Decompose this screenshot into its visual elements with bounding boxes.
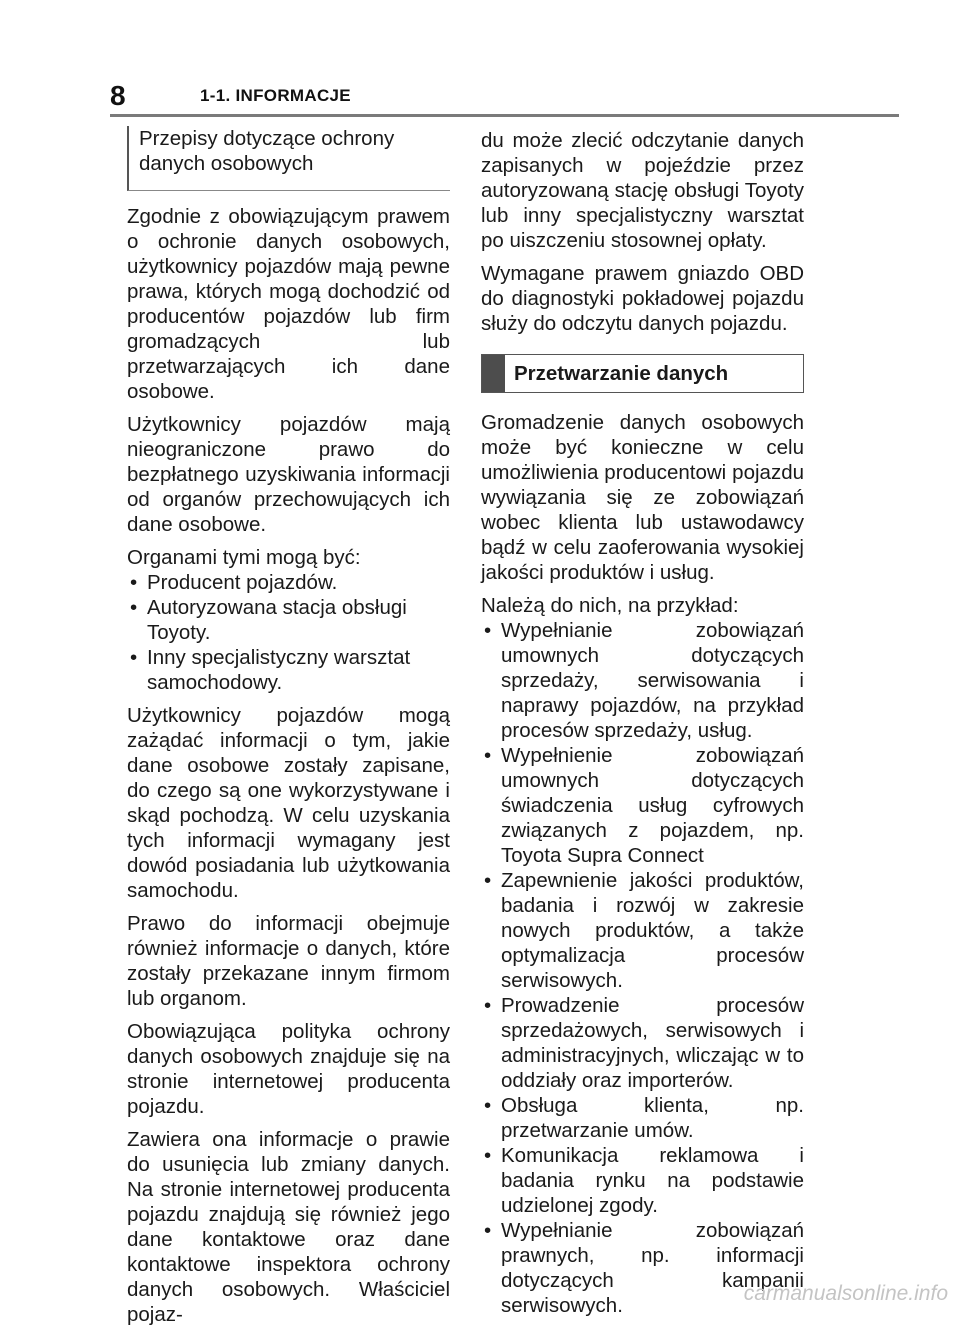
list-item: • Prowadzenie procesów sprzedażowych, serwisowych i administracyjnych, wliczając w to oddziały oraz importerów. [481,993,804,1093]
bullet-list [481,618,804,1318]
header-rule [110,114,899,117]
section-title-data-processing [481,354,804,393]
list-item: • Komunikacja reklamowa i badania rynku na podstawie udzielonej zgody. [481,1143,804,1218]
chapter-title: 1-1. INFORMACJE [200,86,351,105]
left-column [127,126,450,1335]
list-item: • Autoryzowana stacja obsługi Toyoty. [127,595,450,645]
paragraph: du może zlecić odczytanie danych zapisanych w pojeździe przez autoryzowaną stację obsługi Toyoty lub inny specjalistyczny warsztat po uiszczeniu stosownej opłaty. [481,129,804,252]
paragraph: Użytkownicy pojazdów mają nieograniczone prawo do bezpłatnego uzyskiwania informacji od organów przechowujących ich dane osobowe. [127,413,450,536]
list-item: • Wypełnianie zobowiązań umownych dotyczących sprzedaży, serwisowania i naprawy pojazdów, na przykład procesów sprzedaży, usług. [481,618,804,743]
section-marker [482,355,505,392]
list-item: • Obsługa klienta, np. przetwarzanie umów. [481,1093,804,1143]
list-item: • Wypełnienie zobowiązań umownych dotyczących świadczenia usług cyfrowych związanych z pojazdem, np. Toyota Supra Connect [481,743,804,868]
list-item: • Producent pojazdów. [127,570,450,595]
list-item: • Inny specjalistyczny warsztat samochodowy. [127,645,450,695]
paragraph: Zgodnie z obowiązującym prawem o ochronie danych osobowych, użytkownicy pojazdów mają pewne prawa, których mogą dochodzić od producentów pojazdów lub firm gromadzących lub przetwarzających ich dane osobowe. [127,205,450,403]
list-item: • Zapewnienie jakości produktów, badania i rozwój w zakresie nowych produktów, a także optymalizacja procesów serwisowych. [481,868,804,993]
paragraph: Gromadzenie danych osobowych może być konieczne w celu umożliwienia producentowi pojazdu wywiązania się ze zobowiązań wobec klienta lub ustawodawcy bądź w celu zaoferowania wysokiej jakości produktów i usług. [481,411,804,584]
right-column [481,128,804,1326]
page-number: 8 [110,80,126,111]
section-title-label: Przetwarzanie danych [514,362,729,385]
paragraph: Obowiązująca polityka ochrony danych osobowych znajduje się na stronie internetowej producenta pojazdu. [127,1020,450,1118]
watermark: carmanualsonline.info [743,1282,948,1305]
paragraph: Wymagane prawem gniazdo OBD do diagnostyki pokładowej pojazdu służy do odczytu danych pojazdu. [481,262,804,335]
bullet-list [127,570,450,695]
paragraph: Użytkownicy pojazdów mogą zażądać informacji o tym, jakie dane osobowe zostały zapisane, do czego są one wykorzystywane i skąd pochodzą. W celu uzyskania tych informacji wymagany jest dowód posiadania lub użytkowania samochodu. [127,704,450,902]
list-intro: Organami tymi mogą być: [127,546,361,569]
list-intro: Należą do nich, na przykład: [481,594,739,617]
section-title-data-protection: Przepisy dotyczące ochrony danych osobowych [127,126,450,191]
paragraph: Zawiera ona informacje o prawie do usunięcia lub zmiany danych. Na stronie internetowej producenta pojazdu znajdują się również jego dane kontaktowe oraz dane kontaktowe inspektora ochrony danych osobowych. Właściciel pojaz- [127,1128,450,1326]
list-item: • Wypełnianie zobowiązań prawnych, np. informacji dotyczących kampanii serwisowych. [481,1218,804,1318]
paragraph: Prawo do informacji obejmuje również informacje o danych, które zostały przekazane innym firmom lub organom. [127,912,450,1010]
